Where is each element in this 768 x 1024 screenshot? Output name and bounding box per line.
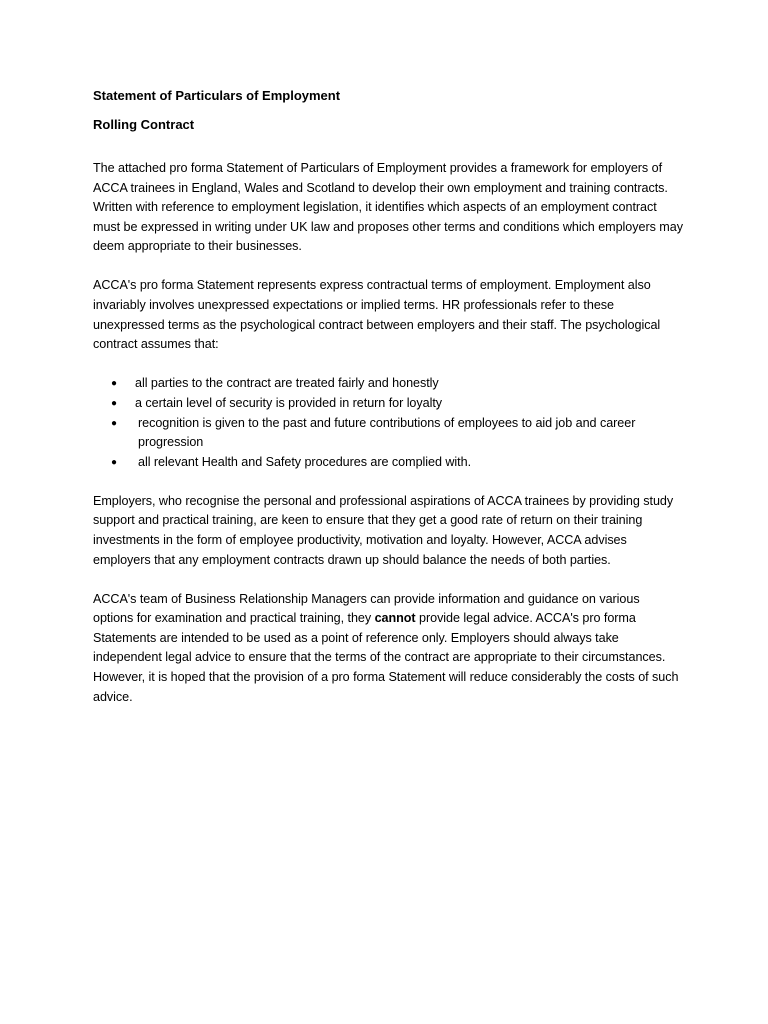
list-item-text: all relevant Health and Safety procedures are complied with. [138, 454, 472, 469]
emphasis-cannot: cannot [374, 611, 416, 626]
list-item [93, 453, 683, 473]
list-item [93, 414, 683, 453]
bullet-icon: ● [111, 417, 117, 429]
legal-advice-text-start: ACCA's team of Business Relationship Managers can provide information and guidance on various options for examination and practical training, they [93, 591, 640, 626]
legal-advice-text-end: provide legal advice. ACCA's pro forma Statements are intended to be used as a point of reference only. Employers should always take independent legal advice to ensure that the terms of the contract are appropriate to their circumstances. However, it is hoped that the provision of a pro forma Statement will reduce considerably the costs of such advice. [93, 611, 679, 704]
paragraph-psychological-contract: ACCA's pro forma Statement represents express contractual terms of employment. Employment also invariably involves unexpressed expectations or implied terms. HR professionals refer to these unexpressed terms as the psychological contract between employers and their staff. The psychological contract assumes that: [93, 278, 661, 352]
document-subtitle: Rolling Contract [93, 117, 195, 132]
bullet-icon: ● [111, 397, 117, 409]
list-item-text: all parties to the contract are treated fairly and honestly [135, 376, 439, 391]
bullet-icon: ● [111, 456, 117, 468]
bullet-icon: ● [111, 378, 117, 390]
paragraph-intro: The attached pro forma Statement of Particulars of Employment provides a framework for employers of ACCA trainees in England, Wales and Scotland to develop their own employment and training contracts. Written with reference to employment legislation, it identifies which aspects of an employment contract must be expressed in writing under UK law and proposes other terms and conditions which employers may deem appropriate to their businesses. [93, 161, 683, 254]
document-page [93, 87, 683, 727]
list-item [93, 374, 683, 394]
list-item-text: a certain level of security is provided in return for loyalty [135, 395, 443, 410]
paragraph-legal-advice [93, 590, 683, 708]
assumptions-list [93, 374, 683, 472]
list-item-text: recognition is given to the past and future contributions of employees to aid job and career progression [138, 415, 636, 450]
list-item [93, 394, 683, 414]
paragraph-employers: Employers, who recognise the personal and professional aspirations of ACCA trainees by providing study support and practical training, are keen to ensure that they get a good rate of return on their training investments in the form of employee productivity, motivation and loyalty. However, ACCA advises employers that any employment contracts drawn up should balance the needs of both parties. [93, 493, 674, 567]
document-title: Statement of Particulars of Employment [93, 88, 341, 103]
